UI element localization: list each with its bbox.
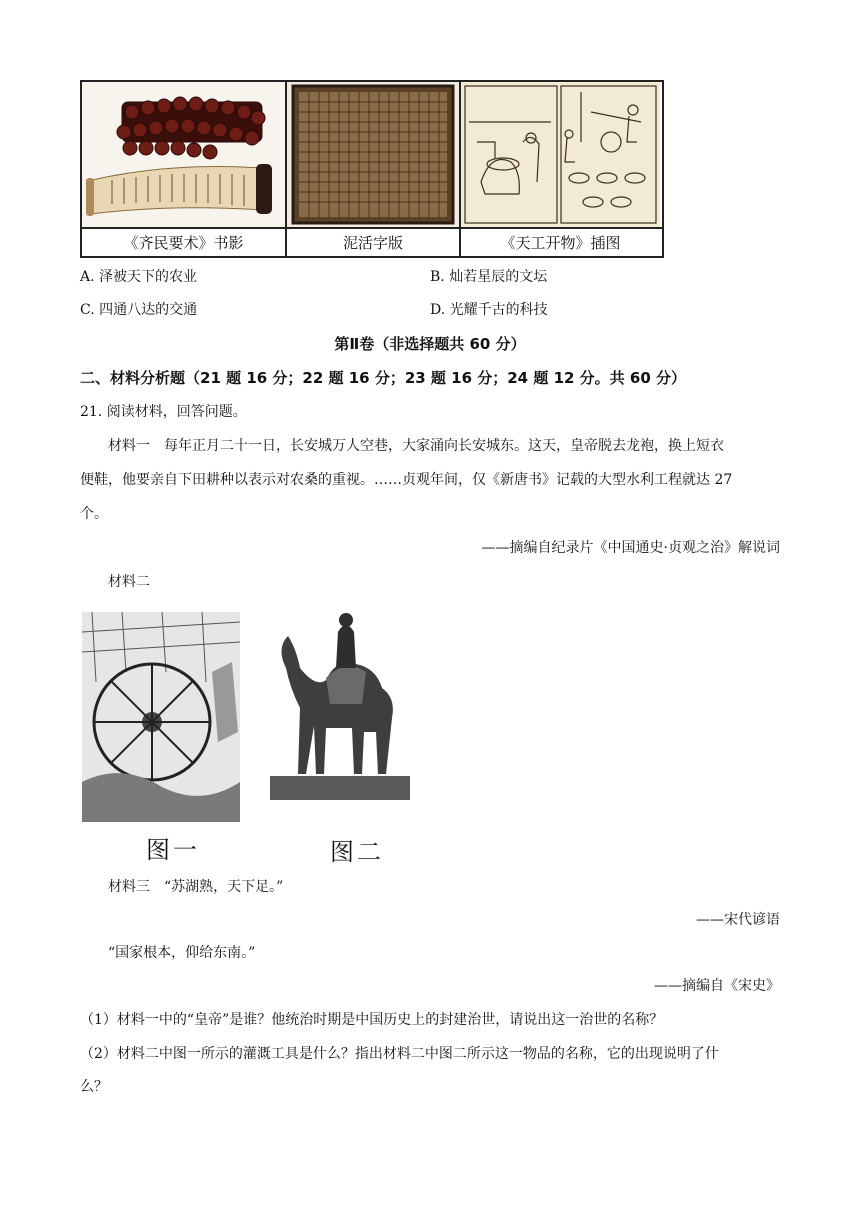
material3-source2: ——摘编自《宋史》 bbox=[654, 978, 780, 994]
option-c: C. 四通八达的交通 bbox=[80, 302, 198, 318]
option-a: A. 泽被天下的农业 bbox=[80, 269, 198, 285]
top-figure-strip bbox=[80, 80, 664, 258]
subquestion-2-line2: 么？ bbox=[80, 1079, 108, 1095]
figure1-label: 图一 bbox=[146, 836, 200, 864]
option-d: D. 光耀千古的科技 bbox=[430, 302, 548, 318]
material3-source1: ——宋代谚语 bbox=[696, 912, 780, 928]
material2-label: 材料二 bbox=[108, 574, 150, 590]
material1-line2: 便鞋，他要亲自下田耕种以表示对农桑的重视。……贞观年间，仅《新唐书》记载的大型水利工程就达 27 bbox=[80, 472, 733, 488]
question-intro: 21. 阅读材料，回答问题。 bbox=[80, 404, 247, 420]
material1-line1: 材料一 每年正月二十一日，长安城万人空巷，大家涌向长安城东。这天，皇帝脱去龙袍，换上短衣 bbox=[108, 438, 724, 454]
caption-row bbox=[82, 227, 662, 258]
caption-qimin-yaoshu: 《齐民要术》书影 bbox=[123, 234, 244, 252]
subquestion-1: （1）材料一中的“皇帝”是谁？他统治时期是中国历史上的封建治世，请说出这一治世的名称？ bbox=[80, 1012, 664, 1028]
camel-figurine-image bbox=[266, 608, 414, 804]
option-b: B. 灿若星辰的文坛 bbox=[430, 269, 548, 285]
qimin-yaoshu-image bbox=[82, 82, 285, 227]
caption-tiangong-kaiwu: 《天工开物》插图 bbox=[500, 234, 621, 252]
section-title: 第Ⅱ卷（非选择题共 60 分） bbox=[334, 335, 526, 353]
tiangong-kaiwu-image bbox=[461, 82, 660, 227]
caption-clay-type: 泥活字版 bbox=[342, 234, 403, 252]
clay-type-image bbox=[287, 82, 459, 227]
figure2-label: 图二 bbox=[330, 838, 384, 866]
part-heading: 二、材料分析题（21 题 16 分；22 题 16 分；23 题 16 分；24 题 12 分。共 60 分） bbox=[80, 369, 686, 387]
subquestion-2-line1: （2）材料二中图一所示的灌溉工具是什么？指出材料二中图二所示这一物品的名称，它的出现说明了什 bbox=[80, 1046, 719, 1062]
material3-line2: “国家根本，仰给东南。” bbox=[108, 945, 256, 961]
material1-source: ——摘编自纪录片《中国通史·贞观之治》解说词 bbox=[481, 540, 780, 556]
material3-line1: 材料三 “苏湖熟，天下足。” bbox=[108, 879, 284, 895]
material1-line3: 个。 bbox=[80, 506, 108, 522]
waterwheel-image bbox=[82, 612, 240, 822]
